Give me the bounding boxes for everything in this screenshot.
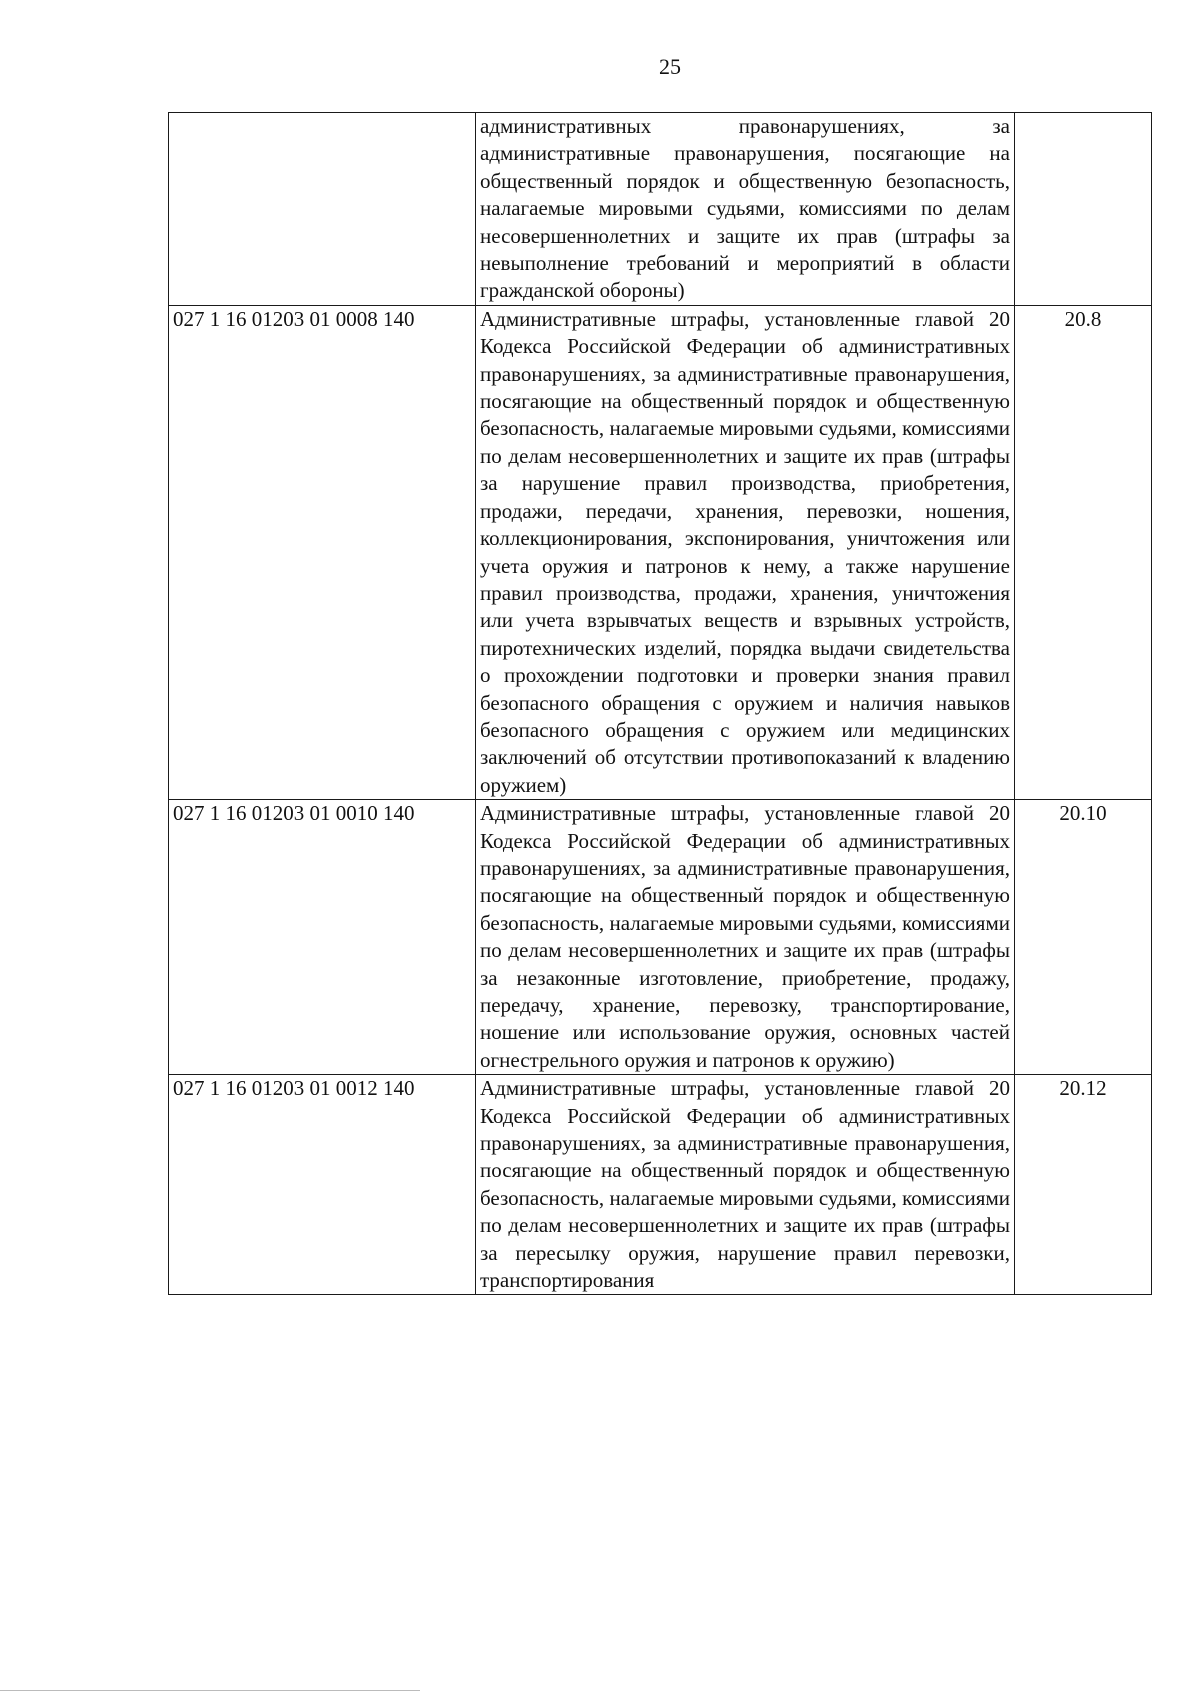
scan-edge-line — [0, 1690, 420, 1691]
description-cell: Административные штрафы, установленные главой 20 Кодекса Российской Федерации об административных правонарушениях, за административные правонарушения, посягающие на общественный порядок и общественную безопасность, налагаемые мировыми судьями, комиссиями по делам несовершеннолетних и защите их прав (штрафы за незаконные изготовление, приобретение, продажу, передачу, хранение, перевозку, транспортирование, ношение или использование оружия, основных частей огнестрельного оружия и патронов к оружию) — [476, 800, 1015, 1075]
table-row — [169, 113, 1152, 306]
article-cell — [1015, 113, 1152, 306]
article-cell: 20.8 — [1015, 305, 1152, 799]
article-cell: 20.12 — [1015, 1075, 1152, 1295]
description-cell: административных правонарушениях, за административные правонарушения, посягающие на общественный порядок и общественную безопасность, налагаемые мировыми судьями, комиссиями по делам несовершеннолетних и защите их прав (штрафы за невыполнение требований и мероприятий в области гражданской обороны) — [476, 113, 1015, 306]
table-row — [169, 1075, 1152, 1295]
budget-code-cell: 027 1 16 01203 01 0012 140 — [169, 1075, 476, 1295]
table-row — [169, 305, 1152, 799]
budget-code-cell: 027 1 16 01203 01 0010 140 — [169, 800, 476, 1075]
description-cell: Административные штрафы, установленные главой 20 Кодекса Российской Федерации об административных правонарушениях, за административные правонарушения, посягающие на общественный порядок и общественную безопасность, налагаемые мировыми судьями, комиссиями по делам несовершеннолетних и защите их прав (штрафы за нарушение правил производства, приобретения, продажи, передачи, хранения, перевозки, ношения, коллекционирования, экспонирования, уничтожения или учета оружия и патронов к нему, а также нарушение правил производства, продажи, хранения, уничтожения или учета взрывчатых веществ и взрывных устройств, пиротехнических изделий, порядка выдачи свидетельства о прохождении подготовки и проверки знания правил безопасного обращения с оружием и наличия навыков безопасного обращения с оружием или медицинских заключений об отсутствии противопоказаний к владению оружием) — [476, 305, 1015, 799]
budget-code-cell: 027 1 16 01203 01 0008 140 — [169, 305, 476, 799]
budget-code-cell — [169, 113, 476, 306]
page-number: 25 — [659, 54, 681, 79]
table-row — [169, 800, 1152, 1075]
fines-table — [168, 112, 1152, 1295]
article-cell: 20.10 — [1015, 800, 1152, 1075]
description-cell: Административные штрафы, установленные главой 20 Кодекса Российской Федерации об административных правонарушениях, за административные правонарушения, посягающие на общественный порядок и общественную безопасность, налагаемые мировыми судьями, комиссиями по делам несовершеннолетних и защите их прав (штрафы за пересылку оружия, нарушение правил перевозки, транспортирования — [476, 1075, 1015, 1295]
